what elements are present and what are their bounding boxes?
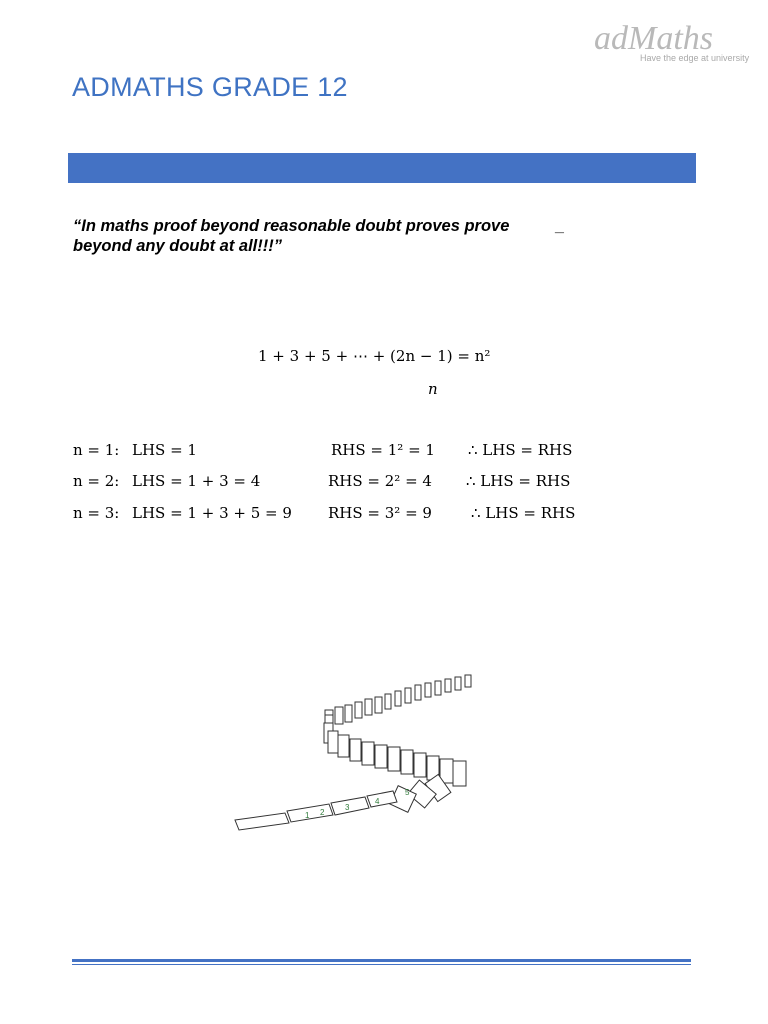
domino-label-4: 4 <box>375 797 380 806</box>
case-3-n: n = 3: <box>73 504 120 522</box>
quote-dash: _ <box>555 218 564 235</box>
case-1-lhs: LHS = 1 <box>132 441 197 459</box>
case-3-rhs: RHS = 3² = 9 <box>328 504 432 522</box>
case-2-conclusion: ∴ LHS = RHS <box>466 472 571 490</box>
sum-formula: 1 + 3 + 5 + ⋯ + (2n − 1) = n² <box>258 347 491 365</box>
logo-wordmark: adMaths <box>594 20 713 57</box>
header-bar <box>68 153 696 183</box>
domino-label-2: 2 <box>320 808 325 817</box>
case-1-n: n = 1: <box>73 441 120 459</box>
domino-label-3: 3 <box>345 803 350 812</box>
quote-text: “In maths proof beyond reasonable doubt proves prove beyond any doubt at all!!!” <box>73 217 510 255</box>
footer-rule-thin <box>72 964 691 965</box>
page-title: ADMATHS GRADE 12 <box>72 72 348 102</box>
footer-rule <box>72 959 691 962</box>
case-2-rhs: RHS = 2² = 4 <box>328 472 432 490</box>
case-1-conclusion: ∴ LHS = RHS <box>468 441 573 459</box>
case-3-conclusion: ∴ LHS = RHS <box>471 504 576 522</box>
formula-variable: n <box>428 380 438 398</box>
case-2-lhs: LHS = 1 + 3 = 4 <box>132 472 261 490</box>
case-2-n: n = 2: <box>73 472 120 490</box>
logo-tagline: Have the edge at university <box>640 53 750 63</box>
domino-label-5: 5 <box>405 788 410 797</box>
admaths-logo <box>590 20 750 70</box>
domino-label-1: 1 <box>305 811 310 820</box>
dominoes-illustration <box>225 665 485 835</box>
case-3-lhs: LHS = 1 + 3 + 5 = 9 <box>132 504 292 522</box>
case-1-rhs: RHS = 1² = 1 <box>331 441 435 459</box>
